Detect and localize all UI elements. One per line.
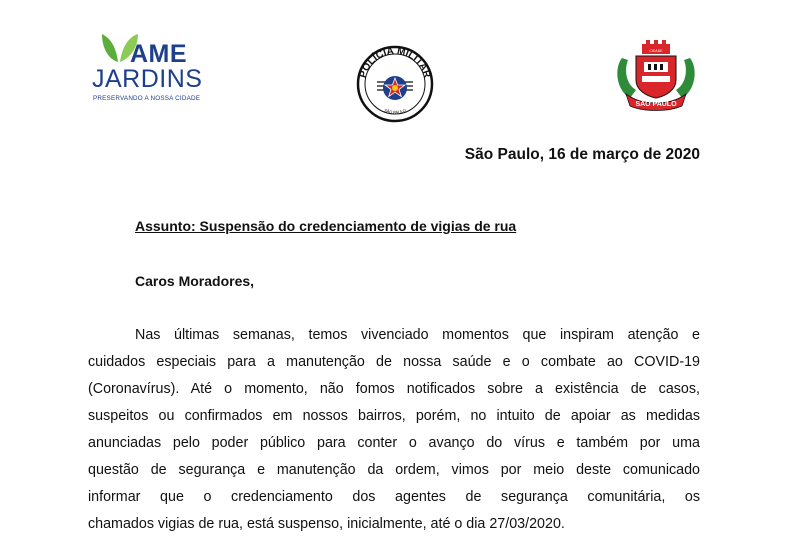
body-line: cuidados especiais para a manutenção de nossa saúde e o combate ao COVID-19 bbox=[88, 354, 700, 370]
policia-bottom-text: SÃO PAULO bbox=[383, 107, 407, 115]
body-line: informar que o credenciamento dos agentes de segurança comunitária, os bbox=[88, 489, 700, 505]
letter-body bbox=[88, 322, 700, 538]
ame-jardins-logo bbox=[90, 30, 205, 105]
policia-arc-text: POLÍCIA MILITAR bbox=[357, 45, 433, 80]
letter-date: São Paulo, 16 de março de 2020 bbox=[464, 146, 700, 163]
sao-paulo-coat-of-arms bbox=[612, 40, 700, 112]
sao-paulo-banner-text: SÃO PAULO bbox=[635, 101, 677, 108]
sao-paulo-top-text: CIDADE bbox=[649, 49, 663, 53]
letter-greeting: Caros Moradores, bbox=[135, 273, 255, 289]
body-line: (Coronavírus). Até o momento, não fomos notificados sobre a existência de casos, bbox=[88, 381, 700, 397]
letter-subject: Assunto: Suspensão do credenciamento de vigias de rua bbox=[135, 218, 517, 234]
policia-militar-emblem bbox=[355, 44, 435, 124]
body-line: questão de segurança e manutenção da ordem, vimos por meio deste comunicado bbox=[88, 462, 700, 478]
ame-logo-line1: AME bbox=[130, 40, 188, 68]
body-line: suspeitos ou confirmados em nossos bairros, porém, no intuito de apoiar as medidas bbox=[88, 408, 700, 424]
ame-logo-line2: JARDINS bbox=[92, 65, 203, 93]
body-line: anunciadas pelo poder público para conter o avanço do vírus e também por uma bbox=[88, 435, 700, 451]
ame-logo-tagline: PRESERVANDO A NOSSA CIDADE bbox=[93, 95, 201, 102]
body-line: chamados vigias de rua, está suspenso, inicialmente, até o dia 27/03/2020. bbox=[88, 516, 565, 532]
body-line: Nas últimas semanas, temos vivenciado momentos que inspiram atenção e bbox=[135, 327, 700, 343]
